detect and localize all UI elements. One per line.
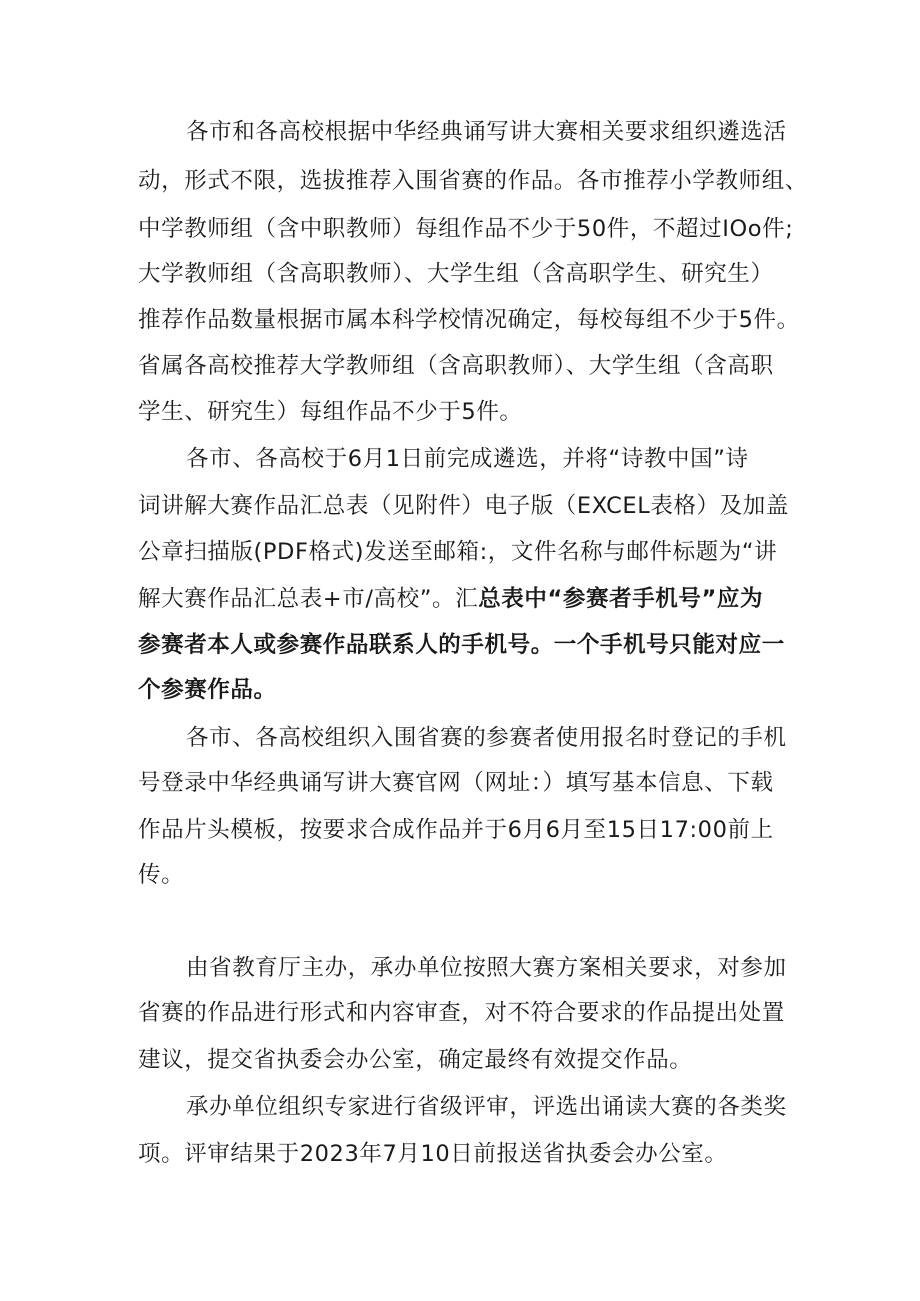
- paragraph-2-bold-line-1: 参赛者本人或参赛作品联系人的手机号。一个手机号只能对应一: [138, 632, 785, 658]
- paragraph-1-line-2: 动，形式不限，选拔推荐入围省赛的作品。各市推荐小学教师组、: [138, 168, 808, 194]
- paragraph-5-line-2: 项。评审结果于2023年7月10日前报送省执委会办公室。: [138, 1141, 728, 1167]
- paragraph-1-line-5: 推荐作品数量根据市属本科学校情况确定，每校每组不少于5件。: [138, 307, 800, 333]
- paragraph-5-line-1: 承办单位组织专家进行省级评审，评选出诵读大赛的各类奖: [186, 1094, 787, 1120]
- paragraph-2-line-4-bold: 总表中“参赛者手机号”应为: [478, 586, 764, 612]
- paragraph-2-line-2: 词讲解大赛作品汇总表（见附件）电子版（EXCEL表格）及加盖: [138, 493, 789, 519]
- paragraph-2-line-4-normal: 解大赛作品汇总表+市/高校”。汇: [138, 586, 479, 612]
- paragraph-4-line-1: 由省教育厅主办，承办单位按照大赛方案相关要求，对参加: [186, 955, 787, 981]
- paragraph-4-line-2: 省赛的作品进行形式和内容审查，对不符合要求的作品提出处置: [138, 1000, 785, 1026]
- paragraph-2-line-3: 公章扫描版(PDF格式)发送至邮箱:，文件名称与邮件标题为“讲: [138, 539, 778, 565]
- paragraph-2-line-1: 各市、各高校于6月1日前完成遴选，并将“诗教中国”诗: [186, 446, 749, 472]
- paragraph-4-line-3: 建议，提交省执委会办公室，确定最终有效提交作品。: [138, 1047, 693, 1073]
- paragraph-1-line-6: 省属各高校推荐大学教师组（含高职教师）、大学生组（含高职: [138, 353, 774, 379]
- paragraph-3-line-1: 各市、各高校组织入围省赛的参赛者使用报名时登记的手机: [186, 725, 787, 751]
- paragraph-3-line-3: 作品片头模板，按要求合成作品并于6月6月至15日17:00前上: [138, 817, 774, 843]
- paragraph-1-line-3: 中学教师组（含中职教师）每组作品不少于50件，不超过IOo件;: [138, 216, 794, 242]
- paragraph-2-bold-line-2: 个参赛作品。: [138, 677, 277, 703]
- paragraph-3-line-2: 号登录中华经典诵写讲大赛官网（网址：）填写基本信息、下载: [138, 770, 774, 796]
- paragraph-3-line-4: 传。: [138, 862, 185, 888]
- paragraph-2-line-4: [138, 582, 763, 616]
- paragraph-1-line-1: 各市和各高校根据中华经典诵写讲大赛相关要求组织遴选活: [186, 119, 787, 145]
- paragraph-1-line-7: 学生、研究生）每组作品不少于5件。: [138, 399, 523, 425]
- paragraph-1-line-4: 大学教师组（含高职教师）、大学生组（含高职学生、研究生）: [138, 261, 774, 287]
